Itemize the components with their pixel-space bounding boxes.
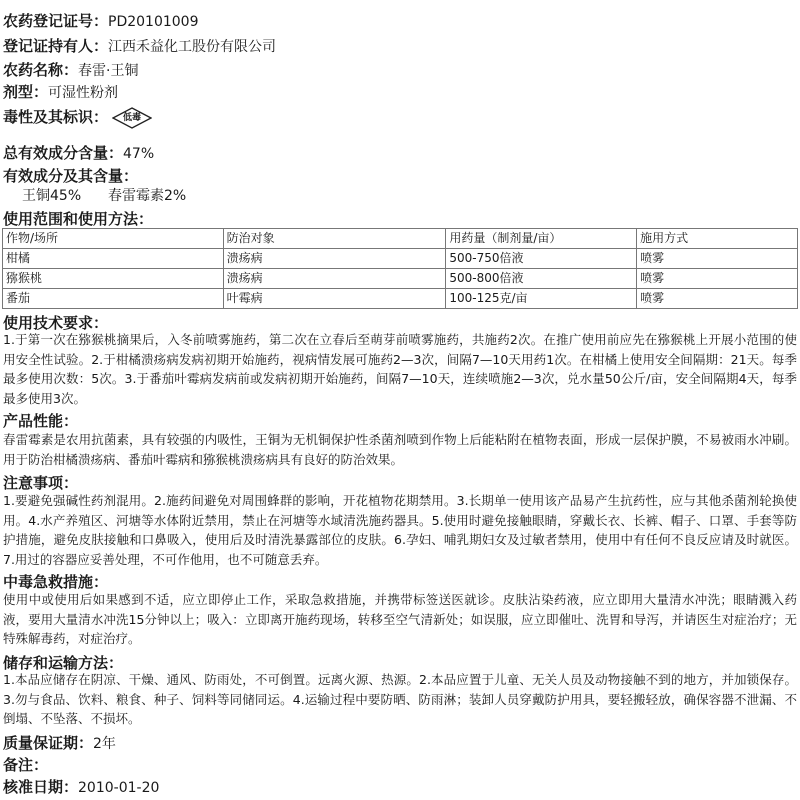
ingredients-row — [3, 165, 138, 186]
total-content-value: 47% — [123, 146, 155, 162]
table-header-cell: 作物/场所 — [3, 229, 224, 249]
table-cell: 喷雾 — [637, 289, 798, 309]
pesticide-name-value: 春雷·王铜 — [78, 63, 139, 79]
total-content-row — [3, 142, 154, 163]
holder-label: 登记证持有人： — [3, 37, 109, 55]
technical-heading: 使用技术要求： — [3, 314, 109, 332]
table-header-cell: 用药量（制剂量/亩） — [446, 229, 637, 249]
table-header-row — [3, 229, 798, 249]
table-cell: 喷雾 — [637, 249, 798, 269]
table-cell: 猕猴桃 — [3, 269, 224, 289]
approval-date-label: 核准日期： — [3, 778, 79, 796]
technical-text: 1.于第一次在猕猴桃摘果后，入冬前喷雾施药，第二次在立春后至萌芽前喷雾施药，共施药2次。在推广使用前应先在猕猴桃上开展小范围的使用安全性试验。2.于柑橘溃疡病发病初期开始施药，视病情发展可施药2—3次，间隔7—10天用药1次。在柑橘上使用安全间隔期：21天。每季最多使用次数：5次。3.于番茄叶霉病发病前或发病初期开始施药，间隔7—10天，连续喷施2—3次，兑水量50公斤/亩，安全间隔期4天，每季最多使用3次。 — [3, 332, 797, 406]
table-cell: 番茄 — [3, 289, 224, 309]
storage-text: 1.本品应储存在阴凉、干燥、通风、防雨处，不可倒置。远离火源、热源。2.本品应置于儿童、无关人员及动物接触不到的地方，并加锁保存。3.勿与食品、饮料、粮食、种子、饲料等同储同运。4.运输过程中要防晒、防雨淋；装卸人员穿戴防护用具，要轻搬轻放，确保容器不泄漏、不倒塌、不坠落、不损坏。 — [3, 672, 797, 726]
precautions-heading: 注意事项： — [3, 474, 79, 492]
table-header-cell: 防治对象 — [223, 229, 446, 249]
warranty-row — [3, 732, 116, 753]
ingredient-item: 王铜45% — [22, 188, 82, 204]
table-row — [3, 249, 798, 269]
formulation-value: 可湿性粉剂 — [48, 85, 119, 101]
precautions-text: 1.要避免强碱性药剂混用。2.施药间避免对周围蜂群的影响，开花植物花期禁用。3.长期单一使用该产品易产生抗药性，应与其他杀菌剂轮换使用。4.水产养殖区、河塘等水体附近禁用，禁止在河塘等水域清洗施药器具。5.使用时避免接触眼睛，穿戴长衣、长裤、帽子、口罩、手套等防护措施，避免皮肤接触和口鼻吸入，使用后及时清洗暴露部位的皮肤。6.孕妇、哺乳期妇女及过敏者禁用，使用中有任何不良反应请及时就医。7.用过的容器应妥善处理，不可作他用，也不可随意丢弃。 — [3, 493, 797, 567]
ingredients-label: 有效成分及其含量： — [3, 167, 139, 185]
registration-row — [3, 10, 199, 31]
table-header-cell: 施用方式 — [637, 229, 798, 249]
formulation-row — [3, 81, 118, 102]
pesticide-name-label: 农药名称： — [3, 61, 79, 79]
table-cell: 溃疡病 — [223, 269, 446, 289]
table-cell: 喷雾 — [637, 269, 798, 289]
approval-date-value: 2010-01-20 — [78, 780, 160, 796]
first-aid-text: 使用中或使用后如果感到不适，应立即停止工作，采取急救措施，并携带标签送医就诊。皮肤沾染药液，应立即用大量清水冲洗；眼睛溅入药液，要用大量清水冲洗15分钟以上；吸入：立即离开施药现场，转移至空气清新处；如误服，应立即催吐、洗胃和导泻，并请医生对症治疗；无特殊解毒药，对症治疗。 — [3, 592, 797, 646]
pesticide-name-row — [3, 59, 138, 80]
warranty-value: 2年 — [93, 736, 116, 752]
registration-value: PD20101009 — [108, 14, 199, 30]
table-cell: 500-750倍液 — [446, 249, 637, 269]
table-cell: 叶霉病 — [223, 289, 446, 309]
total-content-label: 总有效成分含量： — [3, 144, 124, 162]
first-aid-heading: 中毒急救措施： — [3, 573, 109, 591]
remarks-label: 备注： — [3, 756, 49, 774]
toxicity-badge-text: 低毒 — [123, 112, 142, 123]
toxicity-row — [3, 106, 152, 129]
formulation-label: 剂型： — [3, 83, 49, 101]
usage-table — [2, 228, 798, 309]
toxicity-label: 毒性及其标识： — [3, 108, 109, 126]
table-row — [3, 269, 798, 289]
performance-heading: 产品性能： — [3, 412, 79, 430]
warranty-label: 质量保证期： — [3, 734, 94, 752]
low-toxicity-diamond-icon — [112, 107, 152, 129]
holder-row — [3, 35, 276, 56]
remarks-row — [3, 754, 48, 775]
table-row — [3, 289, 798, 309]
table-cell: 100-125克/亩 — [446, 289, 637, 309]
ingredient-item: 春雷霉素2% — [108, 188, 187, 204]
storage-heading: 储存和运输方法： — [3, 654, 124, 672]
usage-heading: 使用范围和使用方法： — [3, 210, 154, 228]
registration-label: 农药登记证号： — [3, 12, 109, 30]
holder-value: 江西禾益化工股份有限公司 — [108, 39, 277, 55]
table-cell: 柑橘 — [3, 249, 224, 269]
performance-text: 春雷霉素是农用抗菌素，具有较强的内吸性，王铜为无机铜保护性杀菌剂喷到作物上后能粘附在植物表面，形成一层保护膜，不易被雨水冲刷。用于防治柑橘溃疡病、番茄叶霉病和猕猴桃溃疡病具有良好的防治效果。 — [3, 432, 797, 467]
approval-date-row — [3, 776, 159, 797]
table-cell: 500-800倍液 — [446, 269, 637, 289]
table-cell: 溃疡病 — [223, 249, 446, 269]
